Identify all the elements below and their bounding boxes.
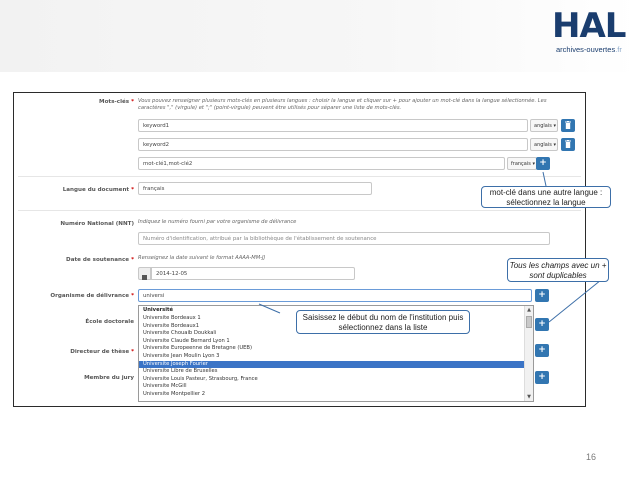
logo-word: HAL — [552, 6, 626, 46]
autocomplete-option[interactable]: Universite Joseph Fourier — [139, 361, 525, 369]
keyword-delete-button-1[interactable] — [561, 119, 575, 132]
doctoral-school-add-button[interactable]: + — [535, 318, 549, 331]
header-band — [0, 0, 638, 72]
deposit-form — [14, 93, 585, 406]
keyword-input-3[interactable]: mot-clé1,mot-clé2 — [138, 157, 505, 170]
jury-add-button[interactable]: + — [535, 371, 549, 384]
scroll-down-arrow-icon[interactable]: ▼ — [527, 394, 531, 400]
callout-institution: Saisissez le début du nom de l'institution puis sélectionnez dans la liste — [296, 310, 470, 334]
autocomplete-option[interactable]: Universite Bordeaux1 — [143, 322, 200, 329]
keywords-label: Mots-clés * — [99, 99, 134, 105]
defense-date-help: Renseignez la date suivant le format AAAA-MM-JJ — [138, 255, 266, 261]
defense-date-label: Date de soutenance * — [66, 257, 134, 263]
divider — [18, 176, 581, 177]
keyword-language-select-2[interactable]: anglais ▾ — [530, 138, 558, 151]
nnt-label: Numéro National (NNT) — [60, 221, 134, 227]
scroll-thumb[interactable] — [526, 316, 532, 328]
autocomplete-option[interactable]: Universite Bordeaux 1 — [143, 315, 201, 321]
logo-sub-tld: .fr — [615, 45, 622, 54]
calendar-button[interactable] — [138, 267, 151, 280]
divider — [18, 210, 581, 211]
autocomplete-scrollbar[interactable] — [524, 306, 533, 401]
keyword-add-button[interactable]: + — [536, 157, 550, 170]
trash-icon — [565, 140, 571, 148]
organism-input[interactable]: universi — [138, 289, 532, 302]
doctoral-school-label: École doctorale — [85, 319, 134, 325]
organism-add-button[interactable]: + — [535, 289, 549, 302]
callout-other-language: mot-clé dans une autre langue : sélectionnez la langue — [481, 186, 611, 208]
keyword-delete-button-2[interactable] — [561, 138, 575, 151]
keyword-input-2[interactable]: keyword2 — [138, 138, 528, 151]
callout-duplicable-fields: Tous les champs avec un + sont duplicables — [507, 258, 609, 282]
form-screenshot-frame — [13, 92, 586, 407]
page-number: 16 — [586, 452, 597, 462]
defense-date-input[interactable]: 2014-12-05 — [151, 267, 355, 280]
autocomplete-group-header: Université — [143, 307, 174, 313]
autocomplete-option[interactable]: Universite Europeenne de Bretagne (UEB) — [143, 345, 253, 352]
jury-label: Membre du jury — [84, 375, 134, 381]
autocomplete-option[interactable]: Universite Louis Pasteur, Strasbourg, France — [143, 375, 258, 382]
director-add-button[interactable]: + — [535, 344, 549, 357]
autocomplete-option[interactable]: Universite Claude Bernard Lyon 1 — [143, 337, 230, 344]
trash-icon — [565, 121, 571, 129]
autocomplete-option[interactable]: Universite Jean Moulin Lyon 3 — [143, 352, 220, 359]
keyword-input-1[interactable]: keyword1 — [138, 119, 528, 132]
director-label: Directeur de thèse * — [70, 349, 134, 355]
nnt-input[interactable]: Numéro d'identification, attribué par la bibliothèque de l'établissement de soutenance — [138, 232, 550, 245]
organism-label: Organisme de délivrance * — [50, 293, 134, 299]
keyword-language-select-3[interactable]: français ▾ — [507, 157, 537, 170]
logo-sub-text: archives-ouvertes — [556, 45, 616, 54]
calendar-icon — [139, 272, 150, 283]
autocomplete-option[interactable]: Universite Chouaib Doukkali — [143, 330, 217, 337]
language-label: Langue du document * — [62, 187, 134, 193]
logo-subtitle — [556, 45, 622, 54]
hal-logo — [552, 6, 632, 56]
autocomplete-option[interactable]: Universite McGill — [143, 383, 187, 390]
document-language-select[interactable]: français — [138, 182, 372, 195]
keyword-language-select-1[interactable]: anglais ▾ — [530, 119, 558, 132]
autocomplete-option[interactable]: Universite Montpellier 2 — [143, 390, 205, 397]
keywords-help: Vous pouvez renseigner plusieurs mots-clés en plusieurs langues : choisir la langue et cliquer sur + pour ajouter un mot-clé dans la langue sélectionnée. Les caractères "," (virgule) et ";" (point-virgule) peuvent être utilisés pour séparer une liste de mots-clés. — [138, 98, 547, 111]
autocomplete-option[interactable]: Universite Libre de Bruxelles — [143, 368, 218, 375]
nnt-help: Indiquez le numéro fourni par votre organisme de délivrance — [138, 219, 297, 225]
scroll-up-arrow-icon[interactable]: ▲ — [527, 307, 531, 313]
